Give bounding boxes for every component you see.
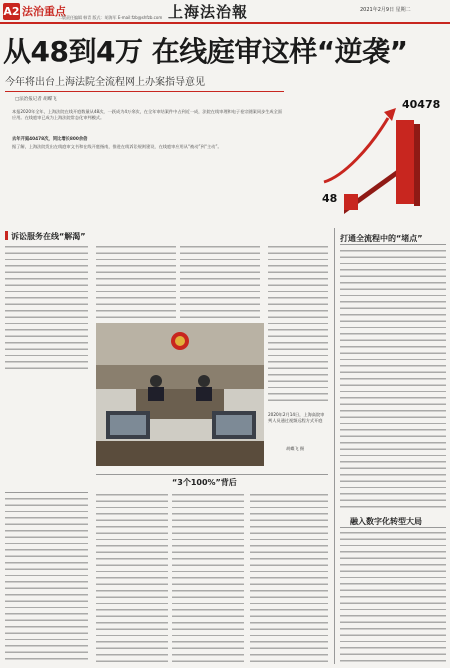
- lead-paragraph: 本报2020年全年，上海法院在线开庭数量从48次，一跃成为4万余次，在全年审结案件中占到近一成，法院在线审理和电子卷宗随案同步生成全面应用。在线庭审已成为上海法院常态化审判模式。: [12, 109, 282, 121]
- right-column-divider: [334, 228, 335, 664]
- section-title-three-100: “3个100%”背后: [172, 478, 237, 487]
- courtroom-illustration: [96, 323, 264, 466]
- lead-paragraph-2: 据了解，上海法院发出在线庭审文书和在线开庭指南，推进在线诉讼规则建设，在线庭审应用从“被动”到“主动”。: [12, 144, 222, 149]
- bar-2020-value: 40478: [402, 98, 441, 111]
- section-title-services: 诉讼服务在线“解渴”: [11, 232, 86, 241]
- body-column-8: [268, 246, 328, 406]
- body-column-5: [96, 494, 168, 664]
- bar-2020-side: [414, 124, 420, 206]
- page-header: [0, 0, 450, 24]
- body-column-9: [340, 250, 446, 510]
- subheadline: 今年将出台上海法院全流程网上办案指导意见: [5, 77, 205, 88]
- body-column-4: [5, 498, 88, 664]
- main-headline: 从48到4万 在线庭审这样“逆袭”: [3, 35, 408, 68]
- growth-chart: [284, 90, 446, 220]
- header-rule: [0, 22, 450, 24]
- byline: □法治报记者 胡蝶飞: [15, 97, 57, 102]
- right-title-rule-2: [340, 527, 446, 528]
- section-name: 法治重点: [22, 5, 66, 18]
- issue-date: 2021年2月9日 星期二: [360, 7, 411, 13]
- body-column-10: [340, 532, 446, 664]
- editor-credits: 二版责任编辑 韩青 版式：胡海军 E-mail:fzb@shfzb.com: [58, 15, 163, 20]
- bar-2019-value: 48: [322, 192, 338, 205]
- growth-chart-svg: [284, 90, 446, 220]
- lead-subtitle: 去年开庭40478次，同比增长800余倍: [12, 137, 88, 142]
- newspaper-masthead: 上海法治報: [168, 3, 249, 21]
- bar-2019: [344, 194, 358, 210]
- section-title-pipeline: 打通全流程中的“堵点”: [340, 234, 423, 243]
- body-column-7: [250, 494, 328, 664]
- photo-credit: 胡蝶飞 摄: [286, 446, 305, 451]
- judge-figure-2: [198, 375, 210, 387]
- body-column-6: [172, 494, 244, 664]
- mid-rule: [96, 474, 328, 475]
- body-column-1: [5, 246, 88, 372]
- page-number: A2: [3, 5, 20, 18]
- bar-2020: [396, 120, 414, 204]
- courtroom-photo: [96, 323, 264, 466]
- body-column-2: [96, 246, 176, 321]
- body-column-3: [180, 246, 260, 321]
- photo-caption: 2020年2月14日，上海高院审判人员通过视频远程方式开庭: [268, 412, 325, 423]
- section-title-digital: 融入数字化转型大局: [350, 517, 422, 526]
- lower-left-rule: [5, 492, 88, 493]
- right-title-rule: [340, 244, 446, 245]
- judge-figure: [150, 375, 162, 387]
- left-title-marker: [5, 231, 8, 240]
